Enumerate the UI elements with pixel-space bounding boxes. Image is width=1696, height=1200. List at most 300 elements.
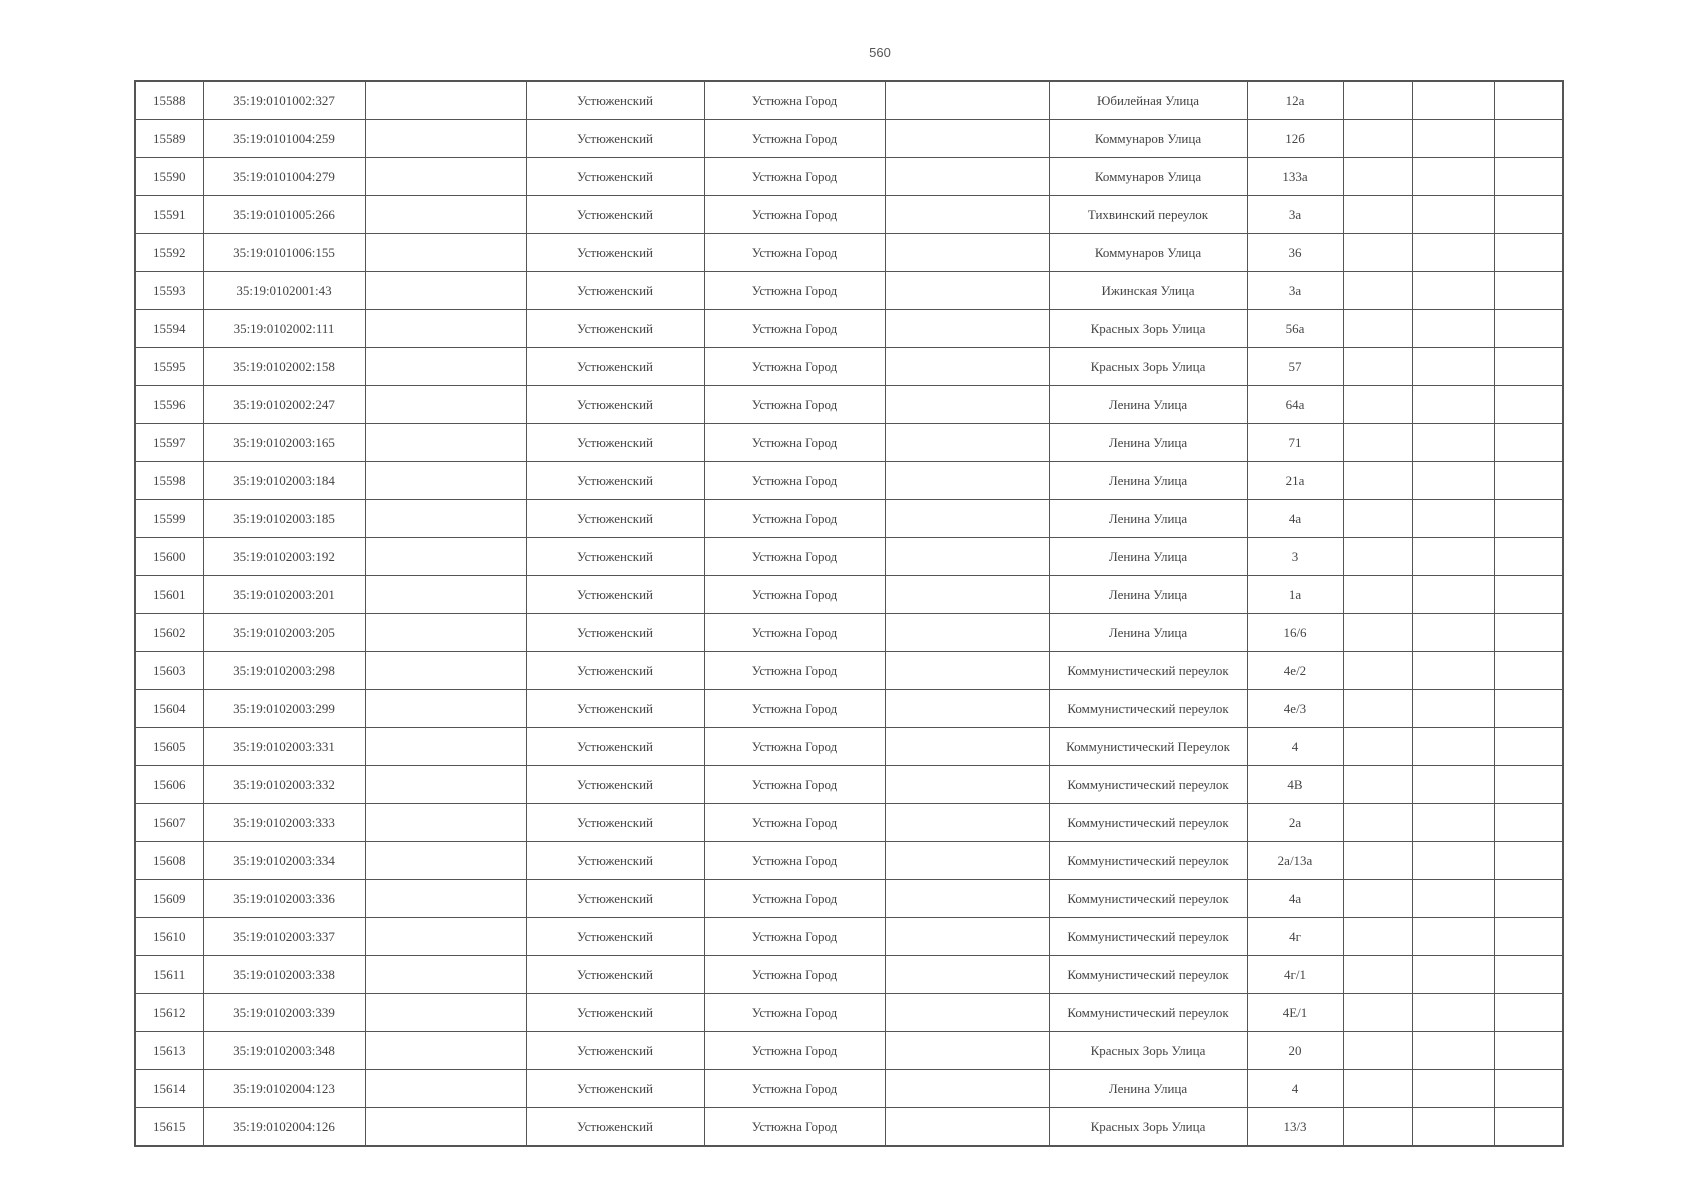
empty-cell-cell <box>1494 690 1563 728</box>
empty-cell-cell <box>885 614 1049 652</box>
empty-cell-cell <box>365 462 526 500</box>
empty-cell-cell <box>1412 310 1494 348</box>
settlement-cell: Устюжна Город <box>704 462 885 500</box>
cadastral-number-cell: 35:19:0101004:259 <box>203 120 365 158</box>
empty-cell-cell <box>885 310 1049 348</box>
empty-cell-cell <box>1343 196 1412 234</box>
row-number-cell: 15615 <box>135 1108 203 1147</box>
district-cell: Устюженский <box>526 614 704 652</box>
cadastral-number-cell: 35:19:0102003:331 <box>203 728 365 766</box>
settlement-cell: Устюжна Город <box>704 728 885 766</box>
empty-cell-cell <box>1412 272 1494 310</box>
row-number-cell: 15604 <box>135 690 203 728</box>
empty-cell-cell <box>1494 500 1563 538</box>
cadastral-number-cell: 35:19:0101006:155 <box>203 234 365 272</box>
empty-cell-cell <box>1494 272 1563 310</box>
settlement-cell: Устюжна Город <box>704 538 885 576</box>
empty-cell-cell <box>1412 652 1494 690</box>
district-cell: Устюженский <box>526 918 704 956</box>
table-row <box>135 918 1563 956</box>
house-number-cell: 3а <box>1247 272 1343 310</box>
empty-cell-cell <box>1494 1070 1563 1108</box>
street-cell: Коммунистический переулок <box>1049 880 1247 918</box>
table-row <box>135 652 1563 690</box>
house-number-cell: 2а/13а <box>1247 842 1343 880</box>
district-cell: Устюженский <box>526 652 704 690</box>
street-cell: Тихвинский переулок <box>1049 196 1247 234</box>
cadastral-number-cell: 35:19:0102003:348 <box>203 1032 365 1070</box>
empty-cell-cell <box>1412 120 1494 158</box>
district-cell: Устюженский <box>526 120 704 158</box>
settlement-cell: Устюжна Город <box>704 652 885 690</box>
district-cell: Устюженский <box>526 842 704 880</box>
table-row <box>135 766 1563 804</box>
house-number-cell: 4г <box>1247 918 1343 956</box>
street-cell: Ленина Улица <box>1049 614 1247 652</box>
empty-cell-cell <box>1494 994 1563 1032</box>
street-cell: Коммунаров Улица <box>1049 158 1247 196</box>
empty-cell-cell <box>1494 728 1563 766</box>
empty-cell-cell <box>1343 386 1412 424</box>
district-cell: Устюженский <box>526 804 704 842</box>
district-cell: Устюженский <box>526 994 704 1032</box>
street-cell: Коммунаров Улица <box>1049 234 1247 272</box>
district-cell: Устюженский <box>526 728 704 766</box>
empty-cell-cell <box>365 1108 526 1147</box>
empty-cell-cell <box>1343 272 1412 310</box>
cadastral-number-cell: 35:19:0102002:158 <box>203 348 365 386</box>
street-cell: Ленина Улица <box>1049 576 1247 614</box>
empty-cell-cell <box>365 728 526 766</box>
empty-cell-cell <box>365 880 526 918</box>
house-number-cell: 12а <box>1247 81 1343 120</box>
empty-cell-cell <box>1412 766 1494 804</box>
row-number-cell: 15590 <box>135 158 203 196</box>
cadastral-number-cell: 35:19:0102003:205 <box>203 614 365 652</box>
street-cell: Ленина Улица <box>1049 386 1247 424</box>
empty-cell-cell <box>1412 1108 1494 1147</box>
district-cell: Устюженский <box>526 500 704 538</box>
empty-cell-cell <box>1343 538 1412 576</box>
empty-cell-cell <box>1343 234 1412 272</box>
table-row <box>135 120 1563 158</box>
empty-cell-cell <box>1343 120 1412 158</box>
district-cell: Устюженский <box>526 462 704 500</box>
district-cell: Устюженский <box>526 158 704 196</box>
table-row <box>135 196 1563 234</box>
empty-cell-cell <box>885 994 1049 1032</box>
house-number-cell: 64а <box>1247 386 1343 424</box>
table-row <box>135 576 1563 614</box>
cadastral-number-cell: 35:19:0102002:247 <box>203 386 365 424</box>
row-number-cell: 15601 <box>135 576 203 614</box>
empty-cell-cell <box>1412 500 1494 538</box>
empty-cell-cell <box>1343 348 1412 386</box>
empty-cell-cell <box>885 1032 1049 1070</box>
cadastral-number-cell: 35:19:0102003:192 <box>203 538 365 576</box>
street-cell: Ленина Улица <box>1049 538 1247 576</box>
empty-cell-cell <box>365 424 526 462</box>
street-cell: Красных Зорь Улица <box>1049 1032 1247 1070</box>
table-row <box>135 804 1563 842</box>
empty-cell-cell <box>1494 234 1563 272</box>
house-number-cell: 21а <box>1247 462 1343 500</box>
empty-cell-cell <box>1343 766 1412 804</box>
empty-cell-cell <box>1343 576 1412 614</box>
cadastral-number-cell: 35:19:0102003:339 <box>203 994 365 1032</box>
empty-cell-cell <box>365 538 526 576</box>
row-number-cell: 15597 <box>135 424 203 462</box>
settlement-cell: Устюжна Город <box>704 272 885 310</box>
empty-cell-cell <box>885 348 1049 386</box>
settlement-cell: Устюжна Город <box>704 880 885 918</box>
cadastral-number-cell: 35:19:0102003:165 <box>203 424 365 462</box>
row-number-cell: 15605 <box>135 728 203 766</box>
empty-cell-cell <box>1412 424 1494 462</box>
empty-cell-cell <box>885 500 1049 538</box>
empty-cell-cell <box>1412 158 1494 196</box>
house-number-cell: 1а <box>1247 576 1343 614</box>
empty-cell-cell <box>365 804 526 842</box>
empty-cell-cell <box>885 120 1049 158</box>
house-number-cell: 4 <box>1247 728 1343 766</box>
table-row <box>135 462 1563 500</box>
empty-cell-cell <box>1343 842 1412 880</box>
empty-cell-cell <box>885 1070 1049 1108</box>
row-number-cell: 15613 <box>135 1032 203 1070</box>
empty-cell-cell <box>1494 310 1563 348</box>
empty-cell-cell <box>1343 462 1412 500</box>
page-number: 560 <box>869 45 891 60</box>
row-number-cell: 15592 <box>135 234 203 272</box>
table-row <box>135 614 1563 652</box>
row-number-cell: 15596 <box>135 386 203 424</box>
empty-cell-cell <box>365 994 526 1032</box>
settlement-cell: Устюжна Город <box>704 576 885 614</box>
cadastral-number-cell: 35:19:0102003:334 <box>203 842 365 880</box>
street-cell: Коммунистический переулок <box>1049 804 1247 842</box>
row-number-cell: 15591 <box>135 196 203 234</box>
table-row <box>135 234 1563 272</box>
cadastral-number-cell: 35:19:0102003:299 <box>203 690 365 728</box>
table-row <box>135 842 1563 880</box>
row-number-cell: 15609 <box>135 880 203 918</box>
cadastral-number-cell: 35:19:0102003:184 <box>203 462 365 500</box>
house-number-cell: 4Е/1 <box>1247 994 1343 1032</box>
cadastral-number-cell: 35:19:0102002:111 <box>203 310 365 348</box>
house-number-cell: 3а <box>1247 196 1343 234</box>
cadastral-number-cell: 35:19:0101005:266 <box>203 196 365 234</box>
empty-cell-cell <box>1412 614 1494 652</box>
empty-cell-cell <box>1343 728 1412 766</box>
table-row <box>135 386 1563 424</box>
district-cell: Устюженский <box>526 272 704 310</box>
street-cell: Красных Зорь Улица <box>1049 1108 1247 1147</box>
empty-cell-cell <box>1412 918 1494 956</box>
empty-cell-cell <box>365 386 526 424</box>
cadastral-number-cell: 35:19:0101004:279 <box>203 158 365 196</box>
table-row <box>135 538 1563 576</box>
empty-cell-cell <box>885 234 1049 272</box>
settlement-cell: Устюжна Город <box>704 918 885 956</box>
empty-cell-cell <box>1494 804 1563 842</box>
house-number-cell: 3 <box>1247 538 1343 576</box>
settlement-cell: Устюжна Город <box>704 1070 885 1108</box>
cadastral-number-cell: 35:19:0102003:337 <box>203 918 365 956</box>
house-number-cell: 4г/1 <box>1247 956 1343 994</box>
house-number-cell: 20 <box>1247 1032 1343 1070</box>
settlement-cell: Устюжна Город <box>704 234 885 272</box>
empty-cell-cell <box>885 196 1049 234</box>
empty-cell-cell <box>1343 652 1412 690</box>
empty-cell-cell <box>1412 994 1494 1032</box>
empty-cell-cell <box>1343 956 1412 994</box>
empty-cell-cell <box>1343 424 1412 462</box>
district-cell: Устюженский <box>526 310 704 348</box>
empty-cell-cell <box>1494 462 1563 500</box>
empty-cell-cell <box>1343 1108 1412 1147</box>
empty-cell-cell <box>365 158 526 196</box>
street-cell: Красных Зорь Улица <box>1049 348 1247 386</box>
house-number-cell: 13/3 <box>1247 1108 1343 1147</box>
district-cell: Устюженский <box>526 576 704 614</box>
settlement-cell: Устюжна Город <box>704 120 885 158</box>
table-row <box>135 994 1563 1032</box>
table-row <box>135 348 1563 386</box>
street-cell: Коммунистический переулок <box>1049 956 1247 994</box>
empty-cell-cell <box>1494 120 1563 158</box>
district-cell: Устюженский <box>526 690 704 728</box>
table-row <box>135 1108 1563 1147</box>
table-row <box>135 272 1563 310</box>
empty-cell-cell <box>1343 1070 1412 1108</box>
table-row <box>135 424 1563 462</box>
house-number-cell: 133а <box>1247 158 1343 196</box>
empty-cell-cell <box>1412 348 1494 386</box>
cadastral-number-cell: 35:19:0101002:327 <box>203 81 365 120</box>
empty-cell-cell <box>1494 81 1563 120</box>
settlement-cell: Устюжна Город <box>704 994 885 1032</box>
street-cell: Ленина Улица <box>1049 462 1247 500</box>
street-cell: Коммунаров Улица <box>1049 120 1247 158</box>
row-number-cell: 15594 <box>135 310 203 348</box>
settlement-cell: Устюжна Город <box>704 766 885 804</box>
empty-cell-cell <box>1494 386 1563 424</box>
settlement-cell: Устюжна Город <box>704 690 885 728</box>
house-number-cell: 4В <box>1247 766 1343 804</box>
table-row <box>135 956 1563 994</box>
empty-cell-cell <box>1412 956 1494 994</box>
house-number-cell: 2а <box>1247 804 1343 842</box>
row-number-cell: 15610 <box>135 918 203 956</box>
empty-cell-cell <box>1494 842 1563 880</box>
empty-cell-cell <box>365 614 526 652</box>
empty-cell-cell <box>1494 880 1563 918</box>
empty-cell-cell <box>1494 348 1563 386</box>
street-cell: Коммунистический переулок <box>1049 690 1247 728</box>
empty-cell-cell <box>1343 994 1412 1032</box>
empty-cell-cell <box>885 690 1049 728</box>
row-number-cell: 15612 <box>135 994 203 1032</box>
empty-cell-cell <box>365 690 526 728</box>
settlement-cell: Устюжна Город <box>704 424 885 462</box>
empty-cell-cell <box>1494 424 1563 462</box>
empty-cell-cell <box>885 804 1049 842</box>
settlement-cell: Устюжна Город <box>704 1032 885 1070</box>
house-number-cell: 36 <box>1247 234 1343 272</box>
district-cell: Устюженский <box>526 348 704 386</box>
empty-cell-cell <box>885 728 1049 766</box>
district-cell: Устюженский <box>526 81 704 120</box>
empty-cell-cell <box>885 766 1049 804</box>
empty-cell-cell <box>1494 766 1563 804</box>
cadastral-number-cell: 35:19:0102003:333 <box>203 804 365 842</box>
empty-cell-cell <box>1494 1032 1563 1070</box>
empty-cell-cell <box>365 120 526 158</box>
row-number-cell: 15588 <box>135 81 203 120</box>
empty-cell-cell <box>365 1032 526 1070</box>
empty-cell-cell <box>1494 538 1563 576</box>
empty-cell-cell <box>1494 576 1563 614</box>
empty-cell-cell <box>885 956 1049 994</box>
row-number-cell: 15589 <box>135 120 203 158</box>
house-number-cell: 56а <box>1247 310 1343 348</box>
empty-cell-cell <box>885 880 1049 918</box>
empty-cell-cell <box>365 272 526 310</box>
table-row <box>135 728 1563 766</box>
empty-cell-cell <box>1412 880 1494 918</box>
cadastral-number-cell: 35:19:0102003:332 <box>203 766 365 804</box>
row-number-cell: 15606 <box>135 766 203 804</box>
empty-cell-cell <box>365 766 526 804</box>
street-cell: Коммунистический Переулок <box>1049 728 1247 766</box>
registry-table-body <box>135 81 1563 1146</box>
cadastral-number-cell: 35:19:0102003:201 <box>203 576 365 614</box>
empty-cell-cell <box>1343 81 1412 120</box>
empty-cell-cell <box>1412 1032 1494 1070</box>
district-cell: Устюженский <box>526 234 704 272</box>
empty-cell-cell <box>1343 1032 1412 1070</box>
street-cell: Ленина Улица <box>1049 424 1247 462</box>
empty-cell-cell <box>1494 652 1563 690</box>
empty-cell-cell <box>1494 614 1563 652</box>
house-number-cell: 4а <box>1247 880 1343 918</box>
cadastral-number-cell: 35:19:0102003:336 <box>203 880 365 918</box>
district-cell: Устюженский <box>526 424 704 462</box>
settlement-cell: Устюжна Город <box>704 81 885 120</box>
house-number-cell: 57 <box>1247 348 1343 386</box>
empty-cell-cell <box>885 462 1049 500</box>
table-row <box>135 158 1563 196</box>
row-number-cell: 15602 <box>135 614 203 652</box>
street-cell: Юбилейная Улица <box>1049 81 1247 120</box>
empty-cell-cell <box>1412 576 1494 614</box>
house-number-cell: 4е/3 <box>1247 690 1343 728</box>
empty-cell-cell <box>1412 690 1494 728</box>
empty-cell-cell <box>1343 880 1412 918</box>
empty-cell-cell <box>885 158 1049 196</box>
table-row <box>135 1032 1563 1070</box>
cadastral-number-cell: 35:19:0102004:123 <box>203 1070 365 1108</box>
settlement-cell: Устюжна Город <box>704 348 885 386</box>
empty-cell-cell <box>1412 81 1494 120</box>
empty-cell-cell <box>885 576 1049 614</box>
street-cell: Ижинская Улица <box>1049 272 1247 310</box>
empty-cell-cell <box>365 652 526 690</box>
district-cell: Устюженский <box>526 1032 704 1070</box>
table-row <box>135 690 1563 728</box>
empty-cell-cell <box>885 538 1049 576</box>
empty-cell-cell <box>365 918 526 956</box>
empty-cell-cell <box>365 196 526 234</box>
settlement-cell: Устюжна Город <box>704 386 885 424</box>
cadastral-number-cell: 35:19:0102003:185 <box>203 500 365 538</box>
empty-cell-cell <box>365 576 526 614</box>
row-number-cell: 15599 <box>135 500 203 538</box>
empty-cell-cell <box>885 842 1049 880</box>
empty-cell-cell <box>885 81 1049 120</box>
settlement-cell: Устюжна Город <box>704 804 885 842</box>
empty-cell-cell <box>1494 158 1563 196</box>
empty-cell-cell <box>1494 196 1563 234</box>
empty-cell-cell <box>885 386 1049 424</box>
settlement-cell: Устюжна Город <box>704 196 885 234</box>
empty-cell-cell <box>1494 918 1563 956</box>
empty-cell-cell <box>1343 310 1412 348</box>
table-row <box>135 81 1563 120</box>
empty-cell-cell <box>1343 500 1412 538</box>
settlement-cell: Устюжна Город <box>704 500 885 538</box>
empty-cell-cell <box>365 956 526 994</box>
empty-cell-cell <box>1412 196 1494 234</box>
empty-cell-cell <box>1343 614 1412 652</box>
house-number-cell: 4 <box>1247 1070 1343 1108</box>
district-cell: Устюженский <box>526 538 704 576</box>
district-cell: Устюженский <box>526 1108 704 1147</box>
table-row <box>135 310 1563 348</box>
registry-table <box>134 80 1564 1147</box>
row-number-cell: 15611 <box>135 956 203 994</box>
empty-cell-cell <box>1412 1070 1494 1108</box>
house-number-cell: 4е/2 <box>1247 652 1343 690</box>
house-number-cell: 71 <box>1247 424 1343 462</box>
cadastral-number-cell: 35:19:0102004:126 <box>203 1108 365 1147</box>
empty-cell-cell <box>1343 690 1412 728</box>
district-cell: Устюженский <box>526 956 704 994</box>
district-cell: Устюженский <box>526 766 704 804</box>
settlement-cell: Устюжна Город <box>704 956 885 994</box>
row-number-cell: 15600 <box>135 538 203 576</box>
table-row <box>135 880 1563 918</box>
street-cell: Коммунистический переулок <box>1049 766 1247 804</box>
empty-cell-cell <box>885 1108 1049 1147</box>
empty-cell-cell <box>1494 1108 1563 1147</box>
empty-cell-cell <box>885 652 1049 690</box>
house-number-cell: 16/6 <box>1247 614 1343 652</box>
street-cell: Коммунистический переулок <box>1049 918 1247 956</box>
table-row <box>135 500 1563 538</box>
street-cell: Коммунистический переулок <box>1049 842 1247 880</box>
street-cell: Коммунистический переулок <box>1049 652 1247 690</box>
row-number-cell: 15608 <box>135 842 203 880</box>
row-number-cell: 15607 <box>135 804 203 842</box>
settlement-cell: Устюжна Город <box>704 310 885 348</box>
empty-cell-cell <box>365 1070 526 1108</box>
house-number-cell: 4а <box>1247 500 1343 538</box>
empty-cell-cell <box>1412 842 1494 880</box>
street-cell: Красных Зорь Улица <box>1049 310 1247 348</box>
empty-cell-cell <box>365 234 526 272</box>
